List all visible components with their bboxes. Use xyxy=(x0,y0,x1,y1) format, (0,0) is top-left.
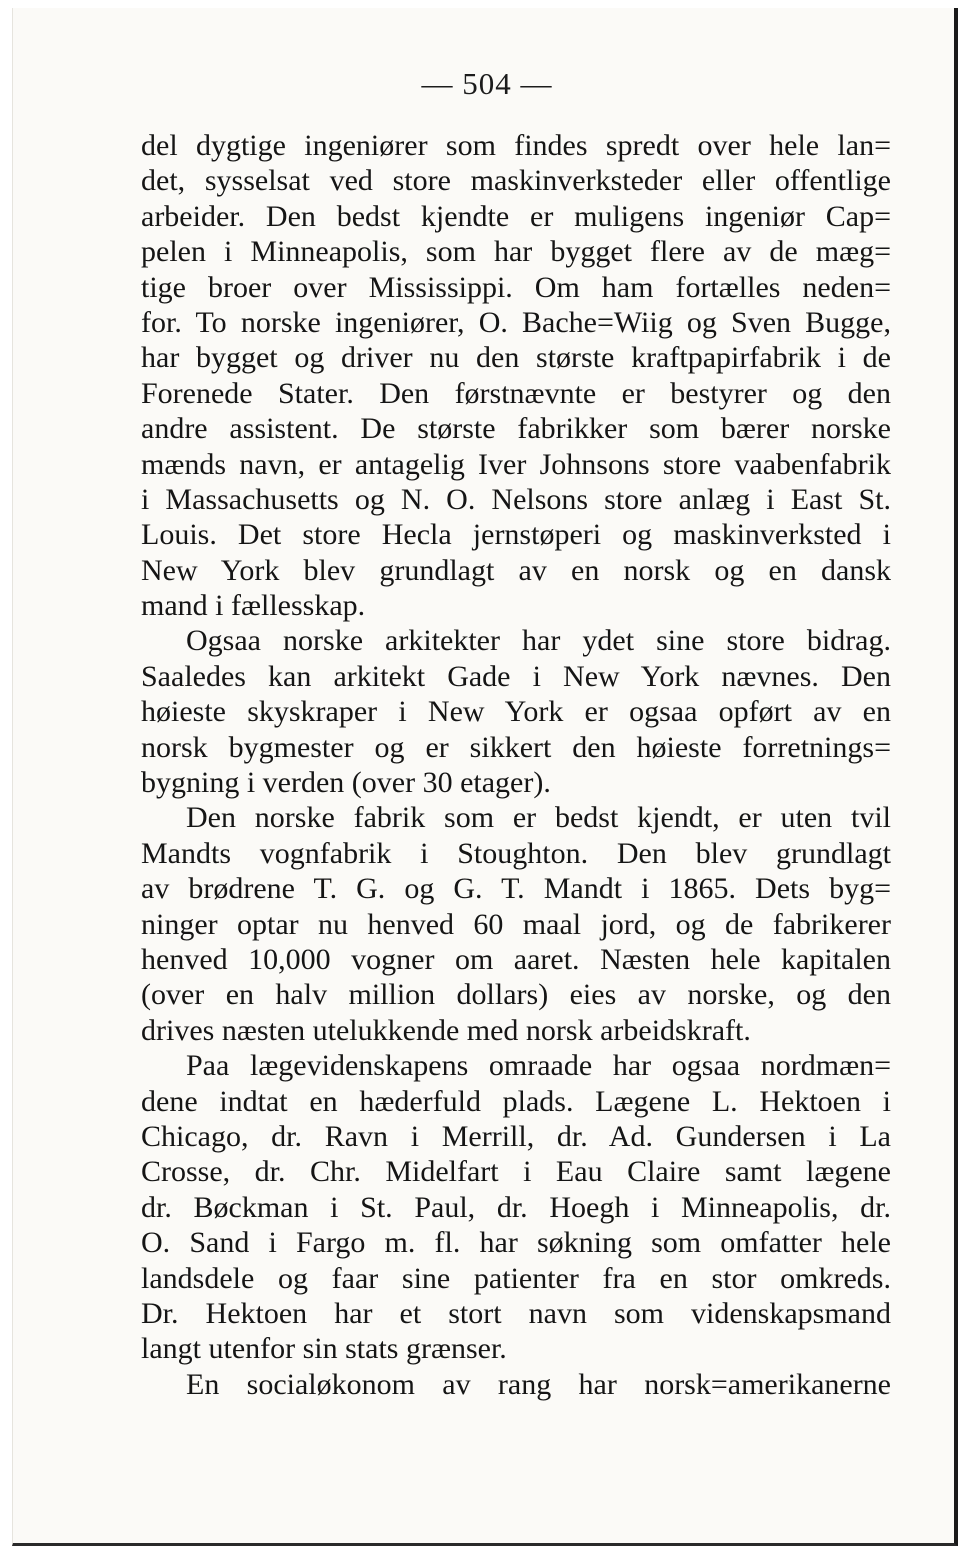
text-line: (over en halv million dollars) eies av norske, og den xyxy=(141,978,891,1012)
text-line: Ogsaa norske arkitekter har ydet sine store bidrag. xyxy=(186,624,891,658)
text-line: for. To norske ingeniører, O. Bache=Wiig og Sven Bugge, xyxy=(141,305,891,339)
text-line: høieste skyskraper i New York er ogsaa opført av en xyxy=(141,695,891,729)
text-line: har bygget og driver nu den største kraftpapirfabrik i de xyxy=(141,341,891,375)
text-line: det, sysselsat ved store maskinverksteder eller offentlige xyxy=(141,164,891,198)
body-text xyxy=(141,128,891,1402)
text-line: bygning i verden (over 30 etager). xyxy=(141,766,551,800)
text-line: Dr. Hektoen har et stort navn som videnskapsmand xyxy=(141,1296,891,1330)
text-line: mand i fællesskap. xyxy=(141,589,366,623)
text-line: dene indtat en hæderfuld plads. Lægene L. Hektoen i xyxy=(141,1084,891,1118)
text-line: i Massachusetts og N. O. Nelsons store anlæg i East St. xyxy=(141,482,891,516)
text-line: Saaledes kan arkitekt Gade i New York nævnes. Den xyxy=(141,659,891,693)
text-line: mænds navn, er antagelig Iver Johnsons store vaabenfabrik xyxy=(141,447,891,481)
text-line: Paa lægevidenskapens omraade har ogsaa nordmæn= xyxy=(186,1049,891,1083)
text-line: del dygtige ingeniører som findes spredt over hele lan= xyxy=(141,129,891,162)
text-line: langt utenfor sin stats grænser. xyxy=(141,1332,507,1366)
text-line: andre assistent. De største fabrikker som bærer norske xyxy=(141,412,891,446)
text-line: En socialøkonom av rang har norsk=amerikanerne xyxy=(186,1367,891,1401)
text-line: dr. Bøckman i St. Paul, dr. Hoegh i Minneapolis, dr. xyxy=(141,1190,891,1224)
text-line: Louis. Det store Hecla jernstøperi og maskinverksted i xyxy=(141,518,891,552)
text-line: O. Sand i Fargo m. fl. har søkning som omfatter hele xyxy=(141,1226,891,1260)
text-line: tige broer over Mississippi. Om ham fortælles neden= xyxy=(141,270,891,304)
text-line: drives næsten utelukkende med norsk arbeidskraft. xyxy=(141,1013,751,1047)
text-line: Chicago, dr. Ravn i Merrill, dr. Ad. Gundersen i La xyxy=(141,1119,891,1153)
text-line: ninger optar nu henved 60 maal jord, og de fabrikerer xyxy=(141,907,891,941)
text-line: Forenede Stater. Den førstnævnte er bestyrer og den xyxy=(141,376,891,410)
text-line: Crosse, dr. Chr. Midelfart i Eau Claire samt lægene xyxy=(141,1155,891,1189)
text-line: Mandts vognfabrik i Stoughton. Den blev grundlagt xyxy=(141,836,891,870)
text-line: Den norske fabrik som er bedst kjendt, er uten tvil xyxy=(186,801,891,835)
text-line: av brødrene T. G. og G. T. Mandt i 1865. Dets byg= xyxy=(141,872,891,906)
text-line: arbeider. Den bedst kjendte er muligens ingeniør Cap= xyxy=(141,199,891,233)
text-line: norsk bygmester og er sikkert den høieste forretnings= xyxy=(141,730,891,764)
text-line: pelen i Minneapolis, som har bygget flere av de mæg= xyxy=(141,235,891,269)
text-line: New York blev grundlagt av en norsk og en dansk xyxy=(141,553,891,587)
text-line: henved 10,000 vogner om aaret. Næsten hele kapitalen xyxy=(141,942,891,976)
text-line: landsdele og faar sine patienter fra en stor omkreds. xyxy=(141,1261,891,1295)
page-number: — 504 — xyxy=(421,66,553,101)
